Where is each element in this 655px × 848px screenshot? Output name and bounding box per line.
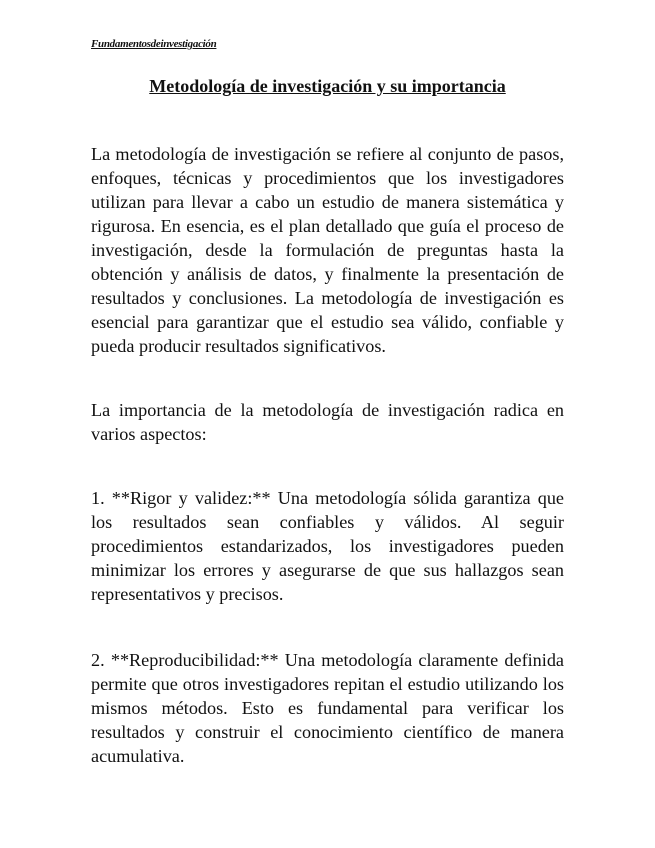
page-title: Metodología de investigación y su importancia xyxy=(149,76,506,96)
importance-paragraph: La importancia de la metodología de investigación radica en varios aspectos: xyxy=(91,400,564,444)
intro-paragraph: La metodología de investigación se refiere al conjunto de pasos, enfoques, técnicas y procedimientos que los investigadores utilizan para llevar a cabo un estudio de manera sistemática y rigurosa. En esencia, es el plan detallado que guía el proceso de investigación, desde la formulación de preguntas hasta la obtención y análisis de datos, y finalmente la presentación de resultados y conclusiones. La metodología de investigación es esencial para garantizar que el estudio sea válido, confiable y pueda producir resultados significativos. xyxy=(91,144,564,356)
list-item-rigor: 1. **Rigor y validez:** Una metodología sólida garantiza que los resultados sean confiables y válidos. Al seguir procedimientos estandarizados, los investigadores pueden minimizar los errores y asegurarse de que sus hallazgos sean representativos y precisos. xyxy=(91,488,564,604)
running-header: Fundamentosdeinvestigación xyxy=(91,38,217,50)
list-item-reproducibility: 2. **Reproducibilidad:** Una metodología claramente definida permite que otros investigadores repitan el estudio utilizando los mismos métodos. Esto es fundamental para verificar los resultados y construir el conocimiento científico de manera acumulativa. xyxy=(91,650,564,766)
